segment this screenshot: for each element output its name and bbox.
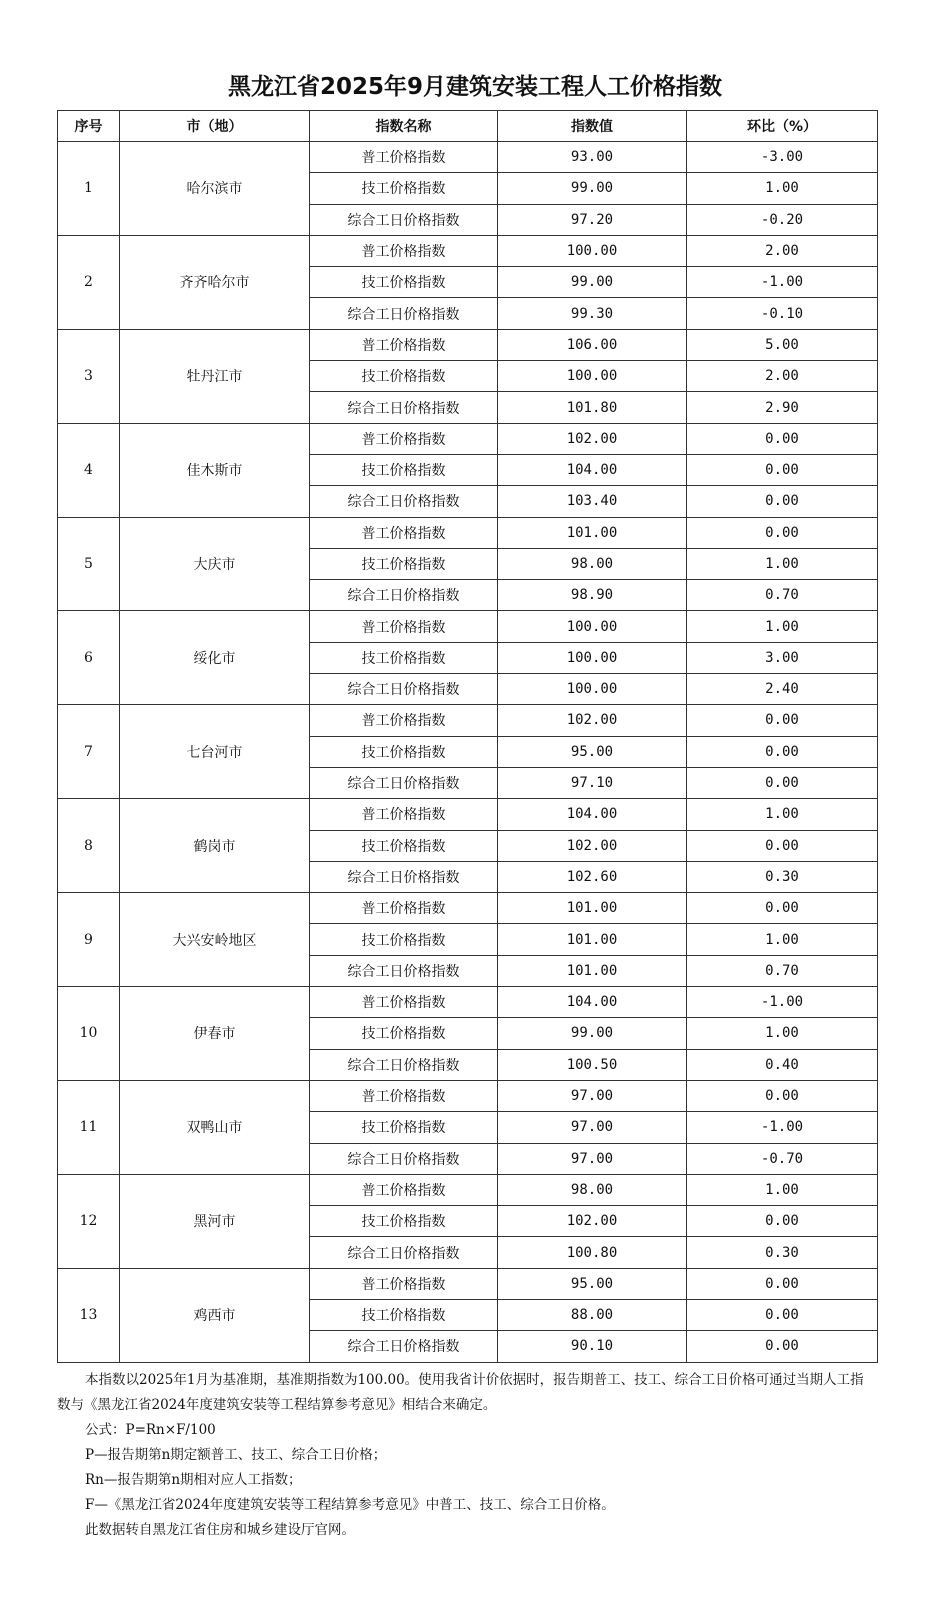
index-name: 技工价格指数 <box>310 1206 498 1237</box>
index-mom: 0.40 <box>687 1049 878 1080</box>
labor-price-index-table <box>57 110 878 1363</box>
region-no: 3 <box>58 329 120 423</box>
index-name: 技工价格指数 <box>310 267 498 298</box>
index-name: 综合工日价格指数 <box>310 392 498 423</box>
header-mom: 环比（%） <box>687 111 878 142</box>
table-row <box>58 329 878 360</box>
region-city: 双鸭山市 <box>120 1080 310 1174</box>
region-no: 8 <box>58 799 120 893</box>
index-value: 97.10 <box>498 767 687 798</box>
region-city: 鹤岗市 <box>120 799 310 893</box>
index-name: 普工价格指数 <box>310 1080 498 1111</box>
index-value: 95.00 <box>498 1268 687 1299</box>
index-name: 技工价格指数 <box>310 736 498 767</box>
index-mom: -0.20 <box>687 204 878 235</box>
region-no: 10 <box>58 987 120 1081</box>
index-name: 普工价格指数 <box>310 423 498 454</box>
index-name: 综合工日价格指数 <box>310 1331 498 1362</box>
region-no: 13 <box>58 1268 120 1362</box>
table-body <box>58 142 878 1363</box>
index-value: 98.90 <box>498 580 687 611</box>
index-value: 102.00 <box>498 423 687 454</box>
index-mom: 0.70 <box>687 580 878 611</box>
region-city: 大兴安岭地区 <box>120 893 310 987</box>
region-no: 11 <box>58 1080 120 1174</box>
header-city: 市（地） <box>120 111 310 142</box>
region-no: 1 <box>58 142 120 236</box>
index-name: 综合工日价格指数 <box>310 204 498 235</box>
header-no: 序号 <box>58 111 120 142</box>
index-mom: 0.70 <box>687 955 878 986</box>
index-name: 普工价格指数 <box>310 517 498 548</box>
table-row <box>58 799 878 830</box>
notes <box>57 1368 877 1543</box>
region-city: 黑河市 <box>120 1174 310 1268</box>
index-mom: 0.30 <box>687 1237 878 1268</box>
index-name: 普工价格指数 <box>310 611 498 642</box>
index-mom: 0.00 <box>687 705 878 736</box>
index-mom: 0.00 <box>687 1299 878 1330</box>
index-value: 102.60 <box>498 861 687 892</box>
index-name: 综合工日价格指数 <box>310 580 498 611</box>
index-value: 102.00 <box>498 1206 687 1237</box>
region-city: 佳木斯市 <box>120 423 310 517</box>
region-city: 大庆市 <box>120 517 310 611</box>
index-mom: -1.00 <box>687 987 878 1018</box>
index-value: 98.00 <box>498 548 687 579</box>
table-row <box>58 611 878 642</box>
note-formula: 公式：P=Rn×F/100 <box>85 1422 216 1438</box>
index-value: 101.00 <box>498 893 687 924</box>
index-name: 普工价格指数 <box>310 893 498 924</box>
index-value: 99.00 <box>498 173 687 204</box>
index-value: 99.00 <box>498 267 687 298</box>
index-mom: 1.00 <box>687 1174 878 1205</box>
index-name: 综合工日价格指数 <box>310 955 498 986</box>
index-mom: 0.00 <box>687 767 878 798</box>
index-name: 普工价格指数 <box>310 799 498 830</box>
index-name: 普工价格指数 <box>310 1174 498 1205</box>
index-mom: 1.00 <box>687 611 878 642</box>
index-mom: 0.00 <box>687 1206 878 1237</box>
region-city: 七台河市 <box>120 705 310 799</box>
index-name: 综合工日价格指数 <box>310 486 498 517</box>
index-mom: 0.00 <box>687 1331 878 1362</box>
index-name: 综合工日价格指数 <box>310 298 498 329</box>
index-name: 技工价格指数 <box>310 830 498 861</box>
region-no: 7 <box>58 705 120 799</box>
index-mom: 0.30 <box>687 861 878 892</box>
index-name: 技工价格指数 <box>310 1112 498 1143</box>
region-no: 5 <box>58 517 120 611</box>
index-mom: -0.70 <box>687 1143 878 1174</box>
index-value: 104.00 <box>498 799 687 830</box>
region-city: 鸡西市 <box>120 1268 310 1362</box>
header-row <box>58 111 878 142</box>
index-name: 技工价格指数 <box>310 454 498 485</box>
index-value: 104.00 <box>498 987 687 1018</box>
note-basis-text: 本指数以2025年1月为基准期，基准期指数为100.00。使用我省计价依据时，报告期普工、技工、综合工日价格可通过当期人工指数与《黑龙江省2024年度建筑安装等工程结算参考意见》相结合来确定。 <box>57 1372 864 1413</box>
index-name: 综合工日价格指数 <box>310 674 498 705</box>
index-mom: 0.00 <box>687 893 878 924</box>
index-name: 综合工日价格指数 <box>310 861 498 892</box>
index-mom: 0.00 <box>687 1080 878 1111</box>
region-no: 4 <box>58 423 120 517</box>
region-city: 绥化市 <box>120 611 310 705</box>
index-mom: 0.00 <box>687 454 878 485</box>
index-name: 综合工日价格指数 <box>310 1143 498 1174</box>
table-row <box>58 235 878 266</box>
table-row <box>58 423 878 454</box>
note-source: 此数据转自黑龙江省住房和城乡建设厅官网。 <box>85 1522 355 1538</box>
index-value: 100.00 <box>498 361 687 392</box>
index-mom: 2.40 <box>687 674 878 705</box>
region-city: 伊春市 <box>120 987 310 1081</box>
note-rn-def: Rn—报告期第n期相对应人工指数； <box>85 1472 302 1488</box>
index-name: 技工价格指数 <box>310 642 498 673</box>
index-value: 101.00 <box>498 924 687 955</box>
region-no: 6 <box>58 611 120 705</box>
index-mom: 0.00 <box>687 486 878 517</box>
index-name: 普工价格指数 <box>310 987 498 1018</box>
table-row <box>58 705 878 736</box>
index-value: 97.00 <box>498 1112 687 1143</box>
index-name: 综合工日价格指数 <box>310 767 498 798</box>
index-name: 技工价格指数 <box>310 1018 498 1049</box>
table-row <box>58 893 878 924</box>
table-row <box>58 1080 878 1111</box>
table-row <box>58 1174 878 1205</box>
index-value: 99.30 <box>498 298 687 329</box>
index-value: 101.80 <box>498 392 687 423</box>
page-title: 黑龙江省2025年9月建筑安装工程人工价格指数 <box>227 74 723 100</box>
index-value: 100.00 <box>498 611 687 642</box>
region-no: 9 <box>58 893 120 987</box>
index-value: 104.00 <box>498 454 687 485</box>
index-mom: -0.10 <box>687 298 878 329</box>
index-mom: 2.90 <box>687 392 878 423</box>
index-mom: 5.00 <box>687 329 878 360</box>
index-value: 100.00 <box>498 235 687 266</box>
index-mom: 0.00 <box>687 1268 878 1299</box>
index-mom: -1.00 <box>687 1112 878 1143</box>
index-value: 95.00 <box>498 736 687 767</box>
index-name: 普工价格指数 <box>310 705 498 736</box>
index-value: 98.00 <box>498 1174 687 1205</box>
index-value: 100.00 <box>498 642 687 673</box>
index-name: 综合工日价格指数 <box>310 1237 498 1268</box>
index-value: 100.00 <box>498 674 687 705</box>
index-value: 97.00 <box>498 1080 687 1111</box>
index-name: 技工价格指数 <box>310 361 498 392</box>
region-city: 牡丹江市 <box>120 329 310 423</box>
index-value: 99.00 <box>498 1018 687 1049</box>
index-name: 技工价格指数 <box>310 1299 498 1330</box>
index-name: 普工价格指数 <box>310 142 498 173</box>
index-mom: -1.00 <box>687 267 878 298</box>
index-value: 101.00 <box>498 955 687 986</box>
index-value: 97.00 <box>498 1143 687 1174</box>
index-value: 100.80 <box>498 1237 687 1268</box>
index-name: 技工价格指数 <box>310 173 498 204</box>
index-mom: 1.00 <box>687 548 878 579</box>
index-name: 技工价格指数 <box>310 548 498 579</box>
region-city: 哈尔滨市 <box>120 142 310 236</box>
index-value: 90.10 <box>498 1331 687 1362</box>
note-f-def: F—《黑龙江省2024年度建筑安装等工程结算参考意见》中普工、技工、综合工日价格。 <box>85 1497 615 1513</box>
index-mom: 0.00 <box>687 517 878 548</box>
index-mom: 2.00 <box>687 361 878 392</box>
index-mom: 3.00 <box>687 642 878 673</box>
index-value: 106.00 <box>498 329 687 360</box>
index-value: 88.00 <box>498 1299 687 1330</box>
table-row <box>58 142 878 173</box>
table-row <box>58 517 878 548</box>
region-no: 2 <box>58 235 120 329</box>
table-row <box>58 987 878 1018</box>
index-value: 97.20 <box>498 204 687 235</box>
index-mom: -3.00 <box>687 142 878 173</box>
table-row <box>58 1268 878 1299</box>
region-no: 12 <box>58 1174 120 1268</box>
index-mom: 0.00 <box>687 736 878 767</box>
note-basis <box>57 1368 877 1418</box>
index-value: 93.00 <box>498 142 687 173</box>
index-mom: 2.00 <box>687 235 878 266</box>
index-mom: 1.00 <box>687 799 878 830</box>
index-mom: 1.00 <box>687 173 878 204</box>
index-name: 普工价格指数 <box>310 329 498 360</box>
index-name: 综合工日价格指数 <box>310 1049 498 1080</box>
index-value: 102.00 <box>498 705 687 736</box>
index-value: 103.40 <box>498 486 687 517</box>
index-value: 101.00 <box>498 517 687 548</box>
index-value: 102.00 <box>498 830 687 861</box>
index-mom: 1.00 <box>687 1018 878 1049</box>
index-mom: 1.00 <box>687 924 878 955</box>
header-index-name: 指数名称 <box>310 111 498 142</box>
note-p-def: P—报告期第n期定额普工、技工、综合工日价格； <box>85 1447 387 1463</box>
header-index-value: 指数值 <box>498 111 687 142</box>
index-name: 技工价格指数 <box>310 924 498 955</box>
index-mom: 0.00 <box>687 830 878 861</box>
index-name: 普工价格指数 <box>310 1268 498 1299</box>
index-mom: 0.00 <box>687 423 878 454</box>
region-city: 齐齐哈尔市 <box>120 235 310 329</box>
index-value: 100.50 <box>498 1049 687 1080</box>
index-name: 普工价格指数 <box>310 235 498 266</box>
